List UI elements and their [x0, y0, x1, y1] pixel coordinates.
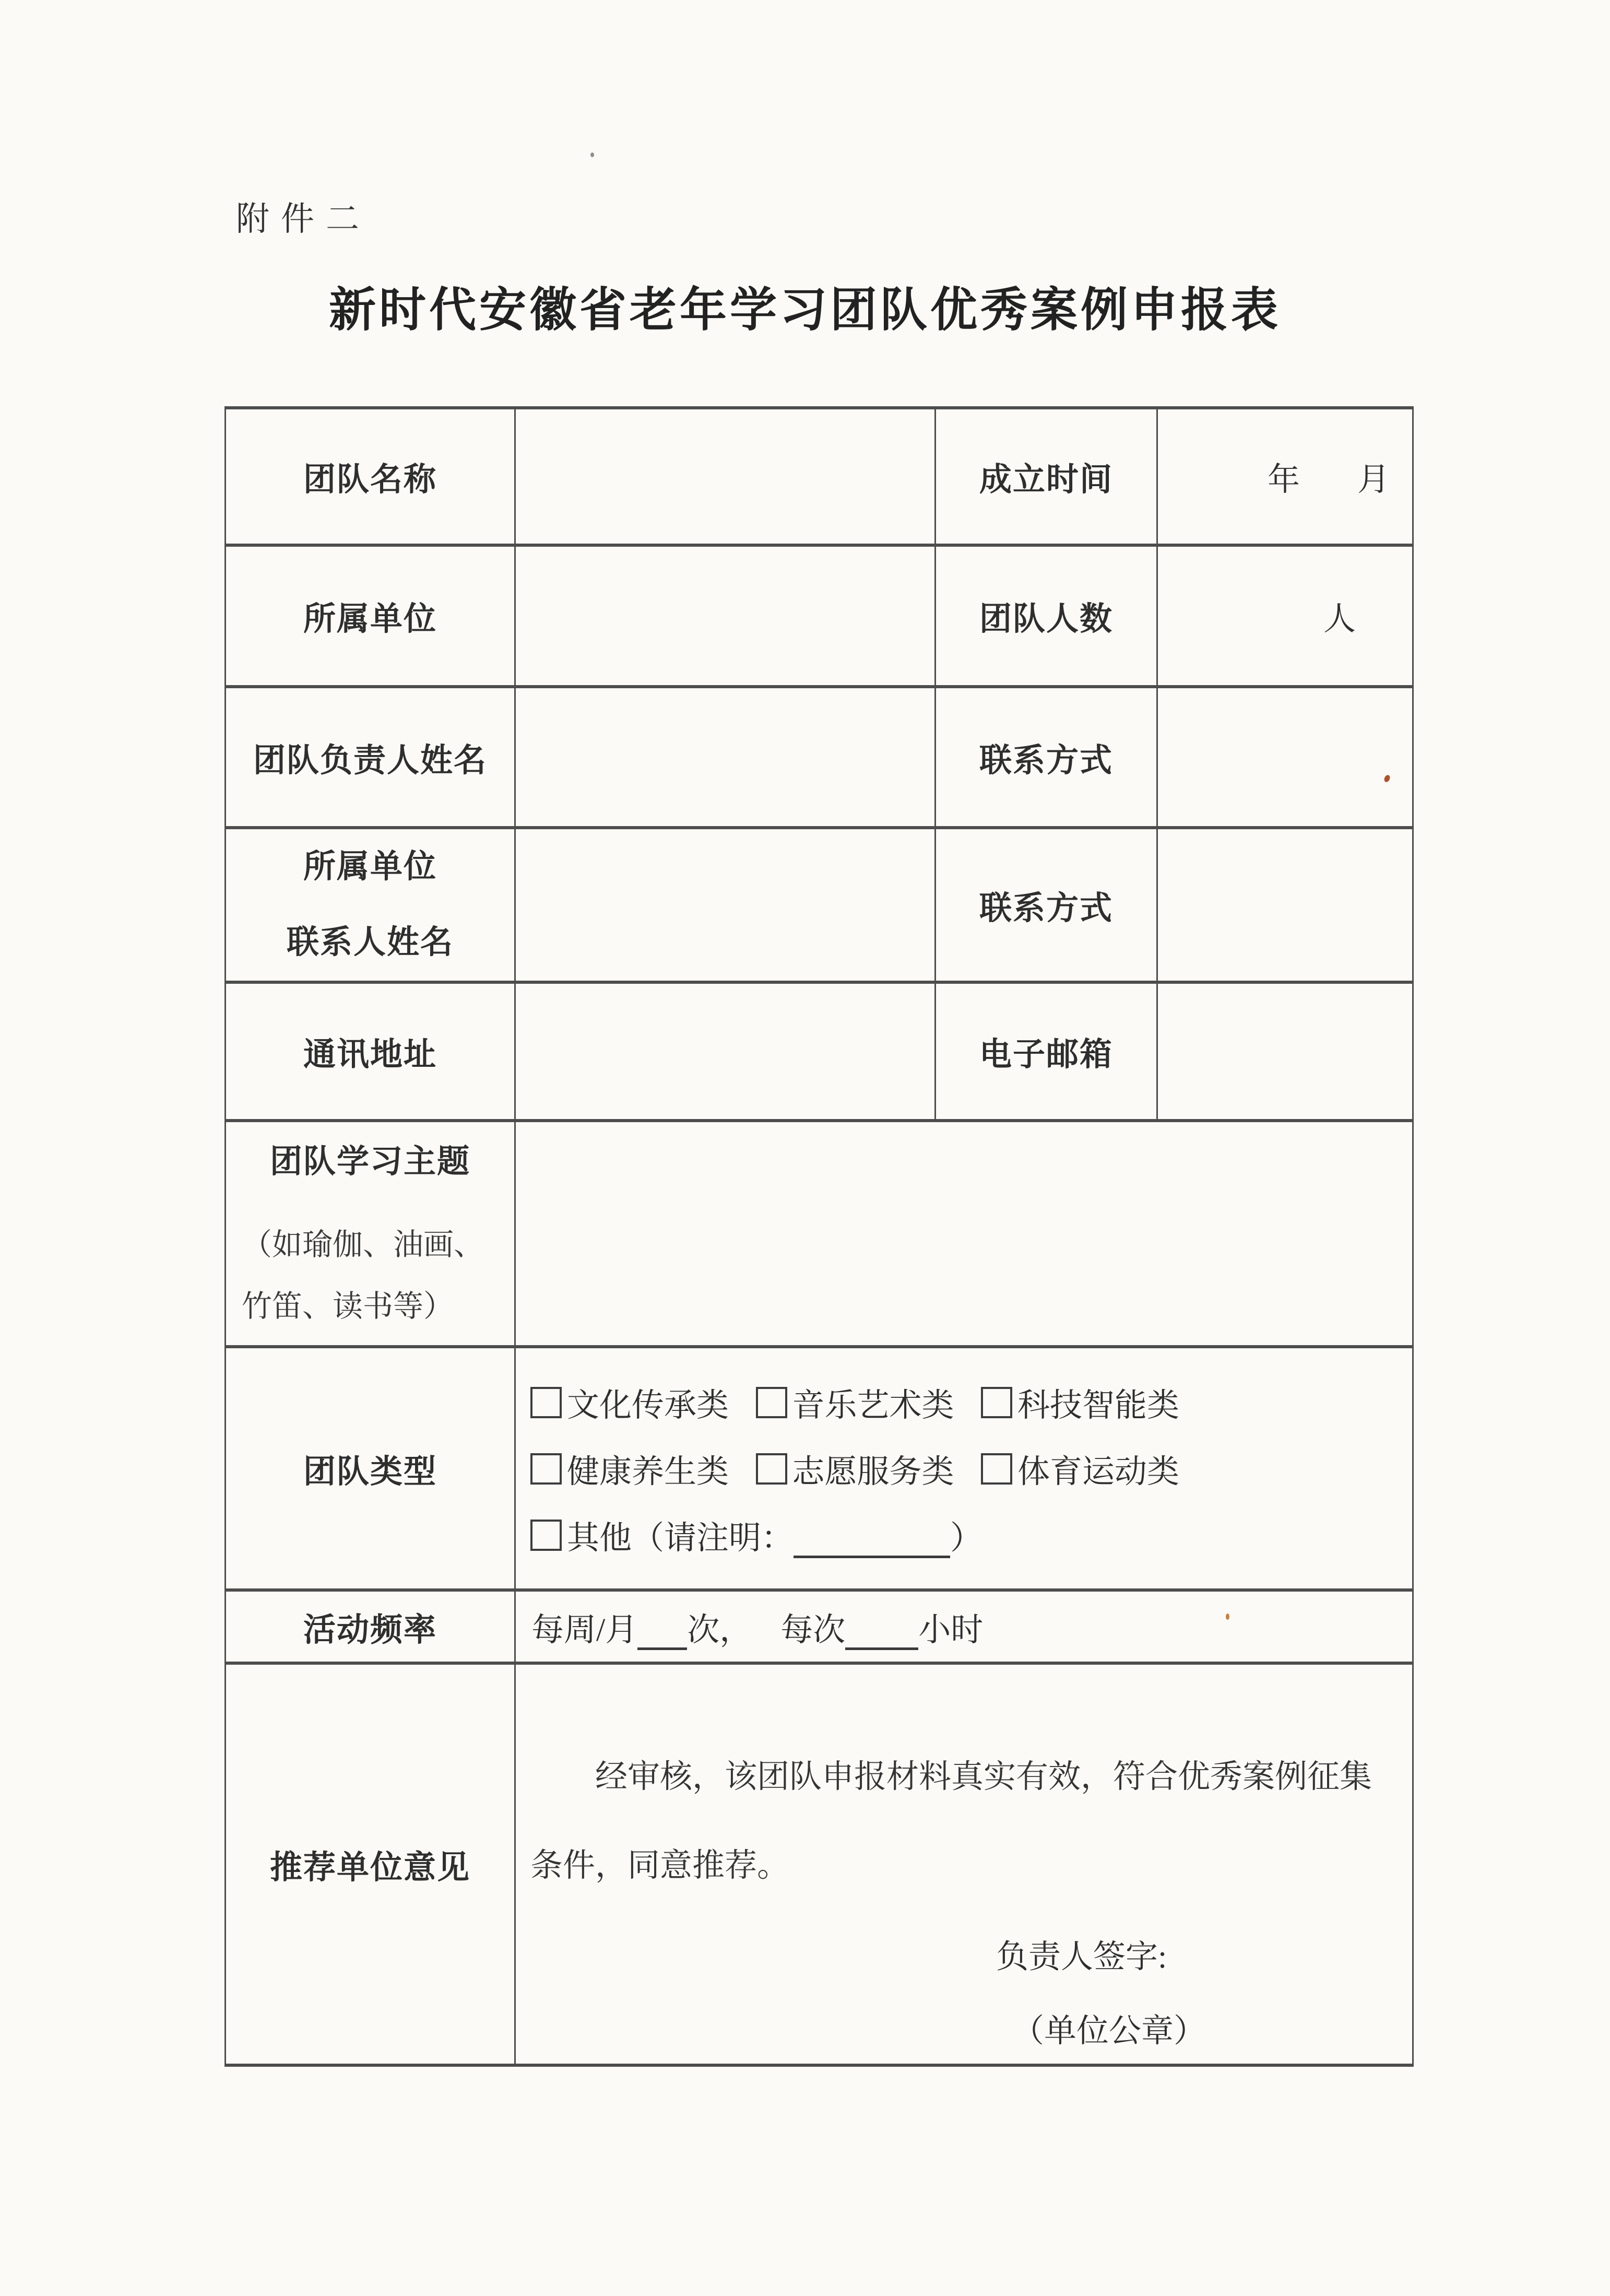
email-label: 电子邮箱 [979, 1037, 1113, 1073]
recommendation-label: 推荐单位意见 [269, 1850, 470, 1886]
field-value-learning-theme [515, 1121, 1413, 1347]
field-value-team-size [1157, 545, 1413, 687]
team-name-label: 团队名称 [303, 462, 437, 498]
recommendation-text-line2: 条件，同意推荐。 [530, 1848, 790, 1883]
signer-label: 负责人签字: [996, 1939, 1167, 1975]
leader-contact-label: 联系方式 [979, 743, 1113, 779]
row-affiliated-unit [226, 545, 1413, 687]
row-team-name [226, 408, 1413, 545]
option-label: 文化传承类 [567, 1387, 729, 1423]
option-label: 健康养生类 [567, 1454, 729, 1490]
activity-frequency-label: 活动频率 [303, 1612, 437, 1648]
mailing-address-label: 通讯地址 [303, 1037, 437, 1073]
checkbox-icon [981, 1453, 1012, 1485]
field-label-email [936, 982, 1157, 1121]
field-value-team-type [515, 1347, 1413, 1590]
checkbox-icon [530, 1387, 562, 1418]
field-value-team-name [515, 408, 936, 545]
row-team-leader [226, 687, 1413, 828]
person-unit-label: 人 [1323, 602, 1356, 637]
month-label: 月 [1357, 462, 1390, 498]
freq-blank-hours [845, 1618, 918, 1650]
recommendation-text-line1: 经审核，该团队申报材料真实有效，符合优秀案例征集 [595, 1759, 1372, 1795]
option-other-prefix: 其他（请注明： [567, 1520, 794, 1556]
field-label-team-leader [226, 687, 515, 828]
field-value-activity-frequency [515, 1590, 1413, 1663]
field-value-affiliated-unit [515, 545, 936, 687]
freq-part4: 小时 [918, 1612, 984, 1648]
option-culture-heritage [530, 1388, 729, 1423]
row-mailing-address [226, 982, 1413, 1121]
field-value-mailing-address [515, 982, 936, 1121]
option-volunteer-service [756, 1454, 954, 1490]
other-blank-line [794, 1526, 950, 1558]
founded-time-label: 成立时间 [979, 462, 1113, 498]
field-label-founded-time [936, 408, 1157, 545]
field-label-team-type [226, 1347, 515, 1590]
option-label: 体育运动类 [1017, 1454, 1180, 1490]
field-value-unit-contact [1157, 828, 1413, 982]
unit-contact-label: 联系方式 [979, 890, 1113, 926]
unit-contact-person-label-line2: 联系人姓名 [286, 925, 454, 960]
field-label-learning-theme [226, 1121, 515, 1347]
field-label-activity-frequency [226, 1590, 515, 1663]
field-label-unit-contact [936, 828, 1157, 982]
team-type-options-row2 [530, 1445, 1412, 1492]
option-label: 科技智能类 [1017, 1387, 1180, 1423]
affiliated-unit-label: 所属单位 [303, 602, 437, 637]
page-title: 新时代安徽省老年学习团队优秀案例申报表 [329, 285, 1281, 336]
scan-artifact [1226, 1614, 1229, 1620]
learning-theme-note-line2: 竹笛、读书等） [242, 1289, 454, 1323]
checkbox-icon [756, 1453, 787, 1485]
field-value-team-leader [515, 687, 936, 828]
learning-theme-label: 团队学习主题 [269, 1144, 470, 1180]
option-other-suffix: ） [950, 1520, 983, 1556]
team-type-label: 团队类型 [303, 1454, 437, 1490]
attachment-label: 附件二 [236, 201, 371, 238]
field-label-mailing-address [226, 982, 515, 1121]
freq-blank-times [637, 1618, 687, 1650]
field-label-affiliated-unit [226, 545, 515, 687]
checkbox-icon [756, 1387, 787, 1418]
field-value-recommendation [515, 1663, 1413, 2065]
freq-part3: 每次 [780, 1612, 846, 1648]
field-label-team-name [226, 408, 515, 545]
row-unit-contact-person [226, 828, 1413, 982]
team-size-label: 团队人数 [979, 602, 1113, 637]
application-form-table [224, 406, 1414, 2067]
team-type-option-other [530, 1512, 1412, 1558]
option-sports [981, 1454, 1179, 1490]
checkbox-icon [981, 1387, 1012, 1418]
team-type-options-row1 [530, 1379, 1412, 1426]
option-label: 志愿服务类 [792, 1454, 954, 1490]
option-health-wellness [530, 1454, 729, 1490]
field-label-unit-contact-person [226, 828, 515, 982]
row-activity-frequency [226, 1590, 1413, 1663]
option-label: 音乐艺术类 [792, 1387, 954, 1423]
scan-artifact [590, 152, 594, 157]
team-leader-label: 团队负责人姓名 [253, 743, 487, 779]
checkbox-icon [530, 1520, 562, 1551]
row-learning-theme [226, 1121, 1413, 1347]
field-value-leader-contact [1157, 687, 1413, 828]
field-value-unit-contact-person [515, 828, 936, 982]
row-recommendation [226, 1663, 1413, 2065]
unit-contact-person-label-line1: 所属单位 [303, 849, 437, 885]
freq-part2: 次， [687, 1612, 752, 1648]
field-label-leader-contact [936, 687, 1157, 828]
field-label-recommendation [226, 1663, 515, 2065]
signature-block [530, 1934, 1391, 2055]
checkbox-icon [530, 1453, 562, 1485]
option-tech-smart [981, 1388, 1179, 1423]
option-music-art [756, 1388, 954, 1423]
field-value-email [1157, 982, 1413, 1121]
field-label-team-size [936, 545, 1157, 687]
seal-label: （单位公章） [1012, 2014, 1206, 2049]
row-team-type [226, 1347, 1413, 1590]
field-value-founded-time [1157, 408, 1413, 545]
year-label: 年 [1268, 462, 1300, 498]
learning-theme-note-line1: （如瑜伽、油画、 [242, 1227, 484, 1262]
freq-part1: 每周/月 [531, 1612, 638, 1648]
